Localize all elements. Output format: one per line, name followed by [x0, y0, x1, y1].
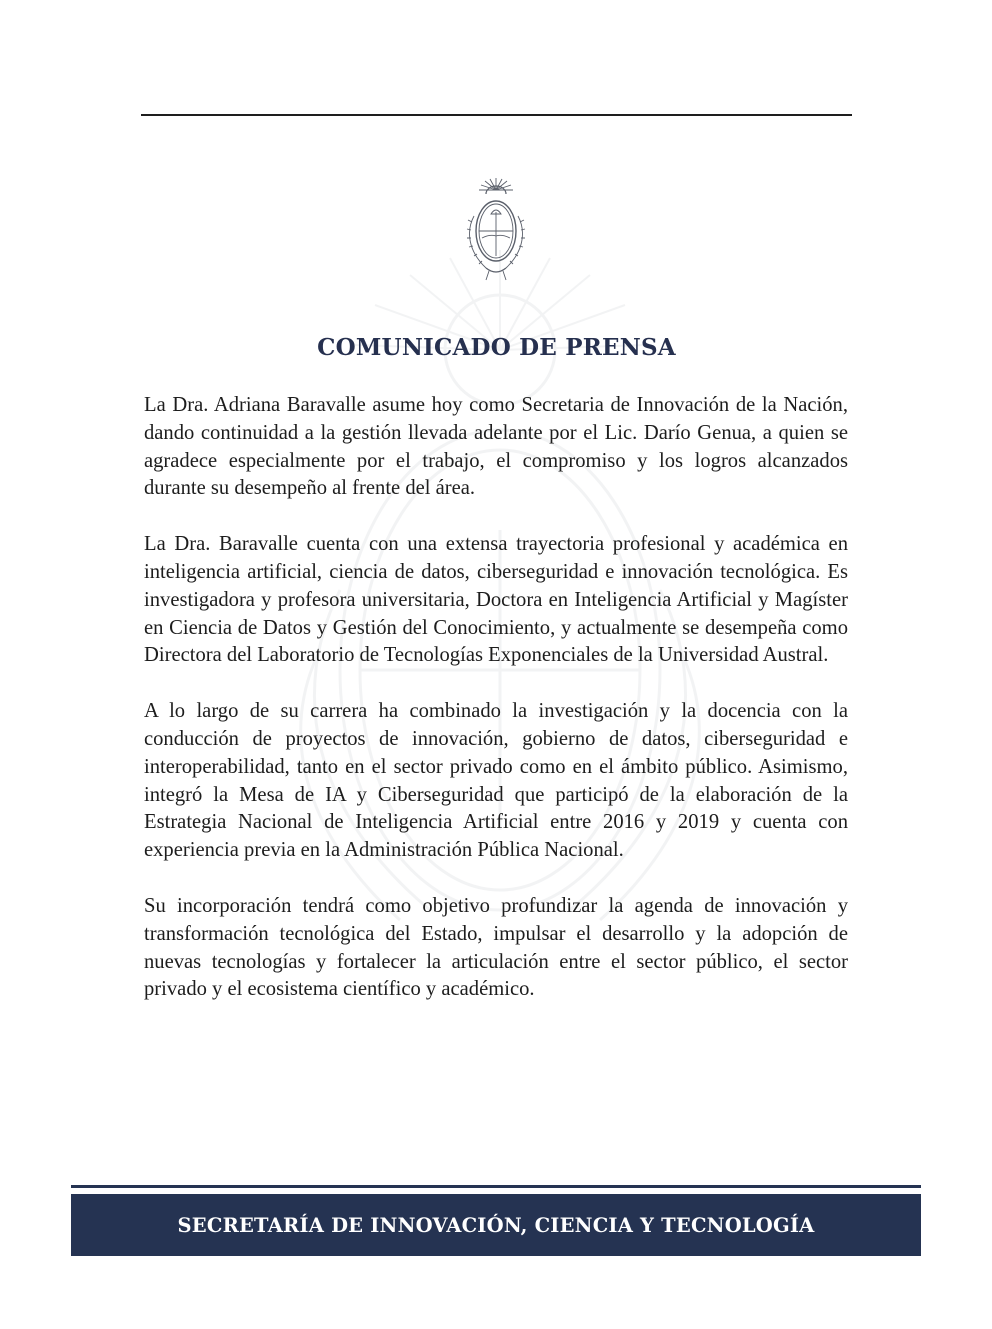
paragraph-1: La Dra. Adriana Baravalle asume hoy como Secretaria de Innovación de la Nación, dando continuidad a la gestión llevada adelante por el Lic. Darío Genua, a quien se agradece especialmente por el trabajo, el compromiso y los logros alcanzados durante su desempeño al frente del área.	[144, 394, 848, 500]
argentina-coat-of-arms-icon	[456, 176, 536, 286]
footer-banner	[71, 1194, 921, 1256]
footer-label: SECRETARÍA DE INNOVACIÓN, CIENCIA Y TECNOLOGÍA	[177, 1213, 815, 1237]
paragraph-3: A lo largo de su carrera ha combinado la investigación y la docencia con la conducción de proyectos de innovación, gobierno de datos, ciberseguridad e interoperabilidad, tanto en el sector privado como en el ámbito público. Asimismo, integró la Mesa de IA y Ciberseguridad que participó de la elaboración de la Estrategia Nacional de Inteligencia Artificial entre 2016 y 2019 y cuenta con experiencia previa en la Administración Pública Nacional.	[144, 700, 848, 862]
press-release-body	[144, 392, 848, 1032]
paragraph-4: Su incorporación tendrá como objetivo profundizar la agenda de innovación y transformación tecnológica del Estado, impulsar el desarrollo y la adopción de nuevas tecnologías y fortalecer la articulación entre el sector público, el sector privado y el ecosistema científico y académico.	[144, 894, 848, 1001]
top-divider	[141, 114, 852, 116]
footer-divider	[71, 1185, 921, 1188]
page-title: COMUNICADO DE PRENSA	[317, 334, 676, 361]
paragraph-2: La Dra. Baravalle cuenta con una extensa trayectoria profesional y académica en inteligencia artificial, ciencia de datos, ciberseguridad e innovación tecnológica. Es investigadora y profesora universitaria, Doctora en Inteligencia Artificial y Magíster en Ciencia de Datos y Gestión del Conocimiento, y actualmente se desempeña como Directora del Laboratorio de Tecnologías Exponenciales de la Universidad Austral.	[144, 533, 848, 667]
